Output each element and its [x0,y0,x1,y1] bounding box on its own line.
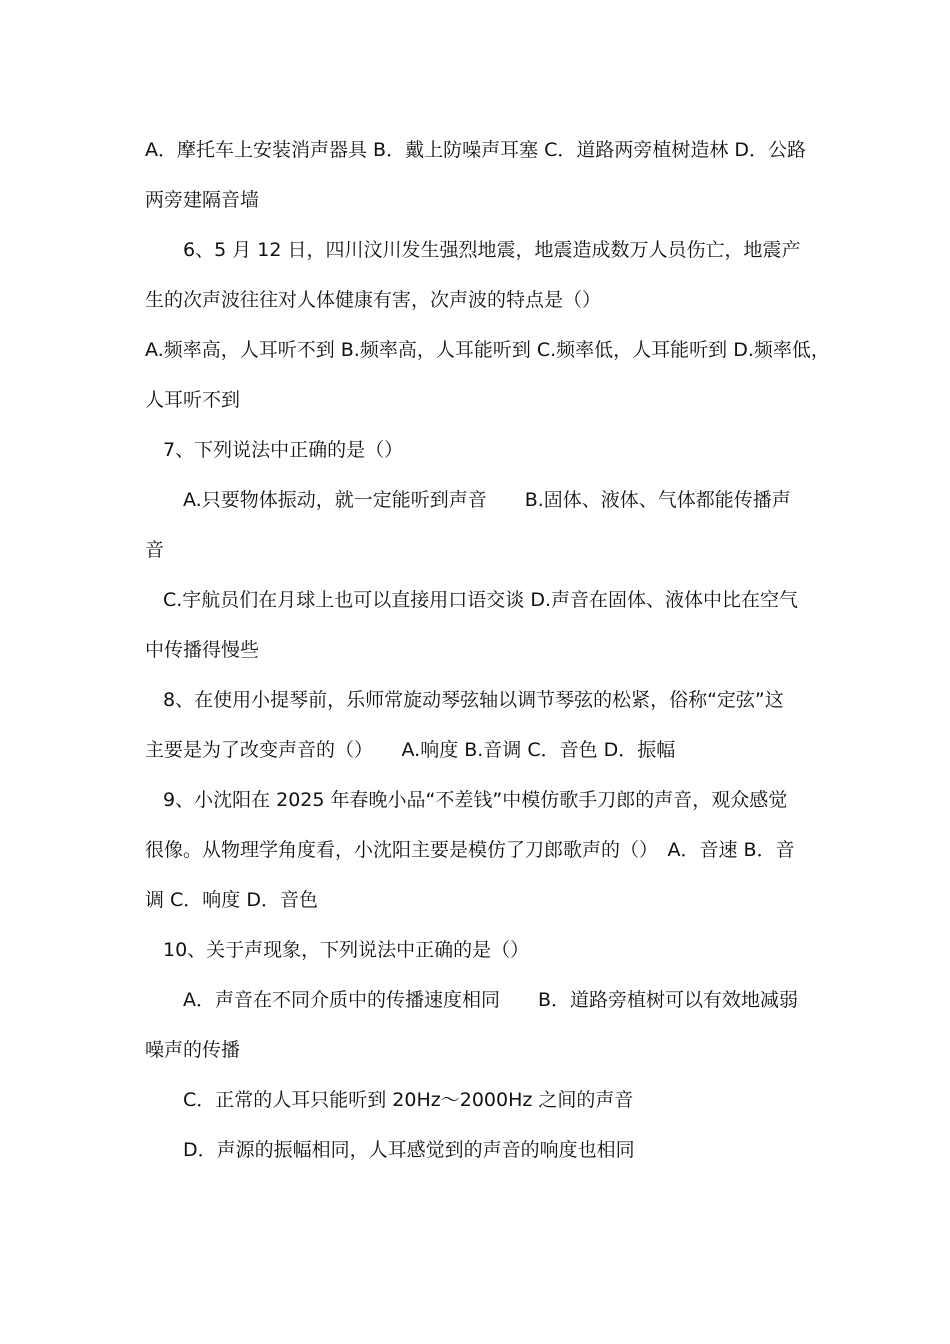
question-10: 10、关于声现象，下列说法中正确的是（） [163,939,530,961]
question-10-option-d: D．声源的振幅相同，人耳感觉到的声音的响度也相同 [183,1139,635,1161]
question-7: 7、下列说法中正确的是（） [163,439,404,461]
question-7-options: A.只要物体振动，就一定能听到声音 B.固体、液体、气体都能传播声 [183,489,791,511]
text-line: 两旁建隔音墙 [145,189,260,211]
question-6-options: A.频率高，人耳听不到 B.频率高，人耳能听到 C.频率低，人耳能听到 D.频率低， [145,339,830,361]
question-10-option-c: C．正常的人耳只能听到 20Hz～2000Hz 之间的声音 [183,1089,634,1111]
question-7-options: C.宇航员们在月球上也可以直接用口语交谈 D.声音在固体、液体中比在空气 [163,589,799,611]
text-line: 音 [145,539,165,561]
question-8-options: 主要是为了改变声音的（） A.响度 B.音调 C．音色 D．振幅 [145,739,676,761]
text-line: 中传播得慢些 [145,639,260,661]
question-10-option-ab: A．声音在不同介质中的传播速度相同 B．道路旁植树可以有效地减弱 [183,989,799,1011]
text-line: 生的次声波往往对人体健康有害，次声波的特点是（） [145,289,602,311]
question-8: 8、在使用小提琴前，乐师常旋动琴弦轴以调节琴弦的松紧，俗称“定弦”这 [163,689,784,711]
text-line: 人耳听不到 [145,389,241,411]
question-6: 6、5 月 12 日，四川汶川发生强烈地震，地震造成数万人员伤亡，地震产 [183,239,801,261]
text-line: 噪声的传播 [145,1039,241,1061]
text-line: A．摩托车上安装消声器具 B．戴上防噪声耳塞 C．道路两旁植树造林 D．公路 [145,139,807,161]
question-9: 9、小沈阳在 2025 年春晚小品“不差钱”中模仿歌手刀郎的声音，观众感觉 [163,789,788,811]
question-9-options: 很像。从物理学角度看，小沈阳主要是模仿了刀郎歌声的（） A．音速 B．音 [145,839,795,861]
text-line: 调 C．响度 D．音色 [145,889,318,911]
